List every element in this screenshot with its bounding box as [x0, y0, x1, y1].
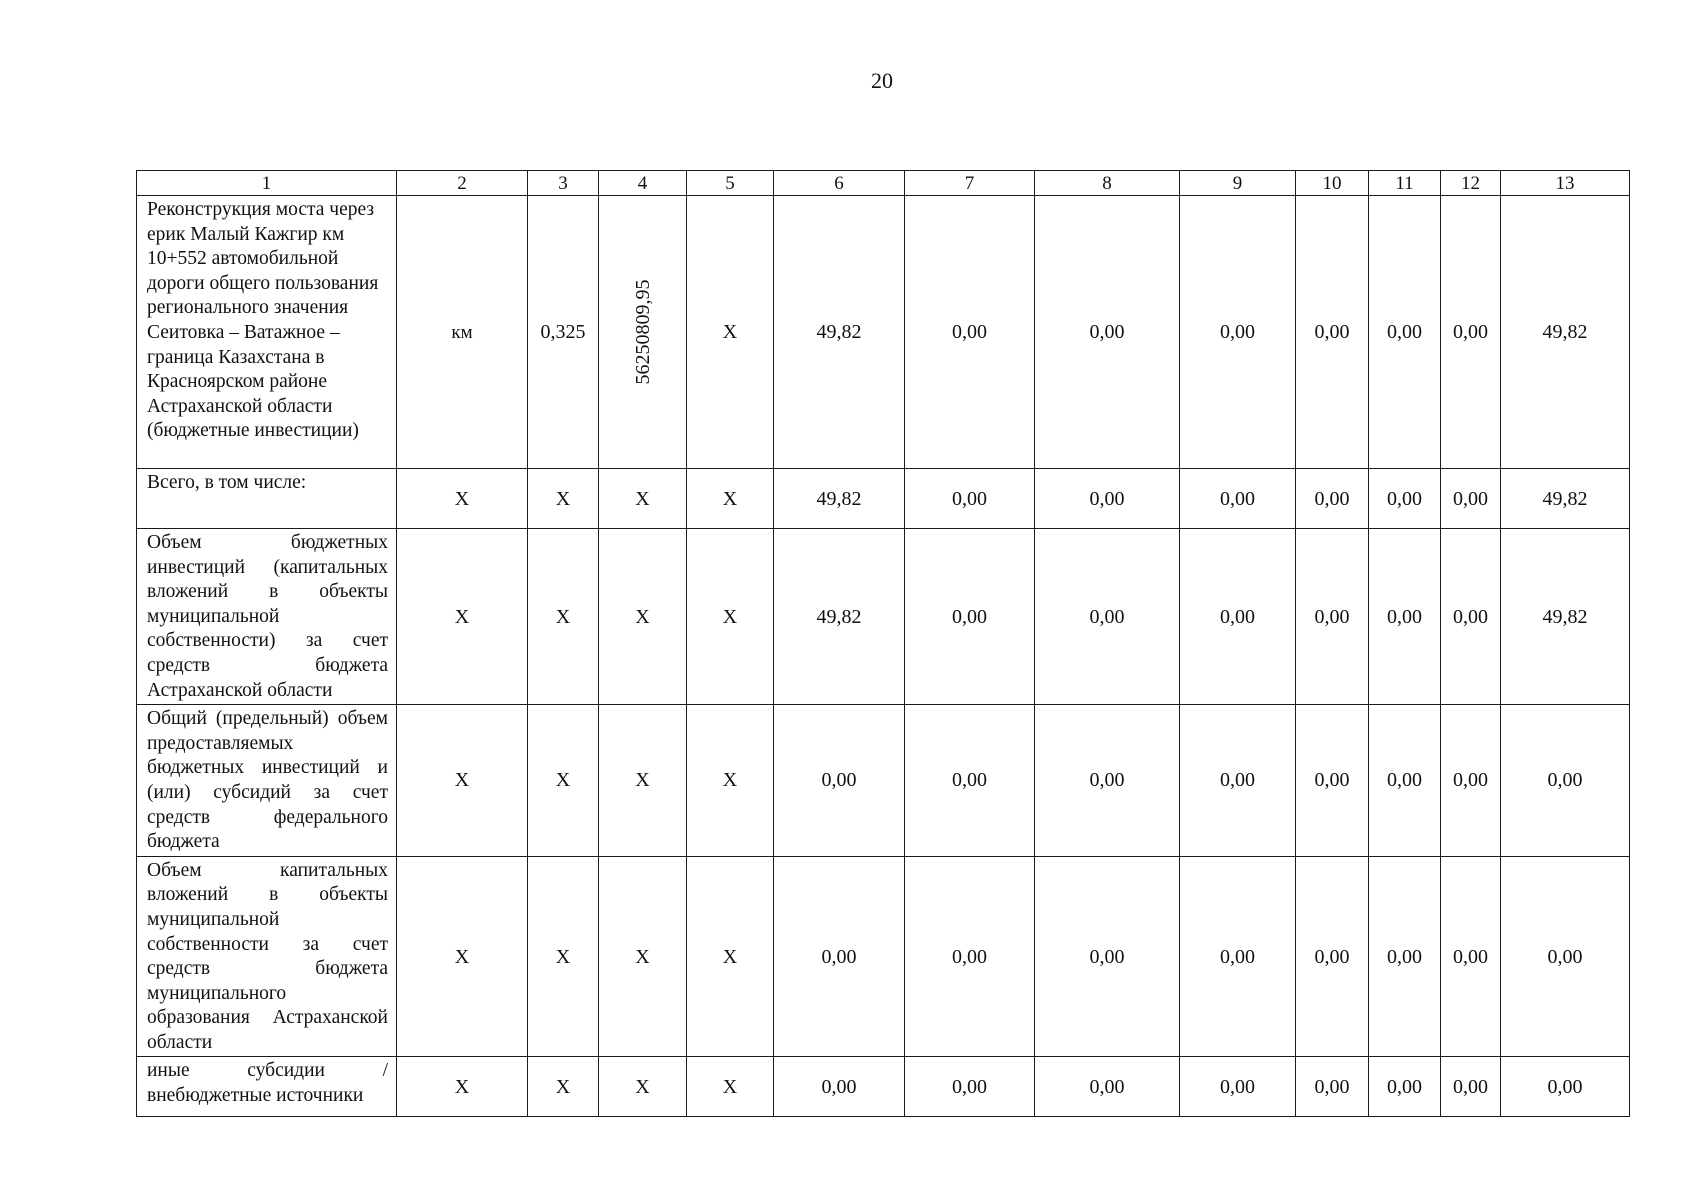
value-cell: 0,00	[1369, 856, 1441, 1057]
value-cell: 0,00	[1296, 856, 1369, 1057]
column-number: 10	[1296, 171, 1369, 196]
row-description: Реконструкция моста через ерик Малый Кажгир км 10+552 автомобильной дороги общего пользования регионального значения Сеитовка – Ватажное – граница Казахстана в Красноярском районе Астраханской области (бюджетные инвестиции)	[137, 196, 397, 469]
table-row	[137, 705, 1630, 857]
cost-value-rotated: 56250809,95	[631, 279, 654, 385]
column-number: 1	[137, 171, 397, 196]
column-number: 5	[687, 171, 774, 196]
value-cell: Х	[687, 469, 774, 529]
value-cell: 0,00	[1296, 1057, 1369, 1117]
value-cell: Х	[687, 1057, 774, 1117]
value-cell: 0,00	[1369, 469, 1441, 529]
value-cell: 49,82	[774, 196, 905, 469]
value-cell: 0,00	[1180, 1057, 1296, 1117]
row-description: Общий (предельный) объем предоставляемых бюджетных инвестиций и (или) субсидий за счет средств федерального бюджета	[137, 705, 397, 857]
value-cell: Х	[397, 469, 528, 529]
value-cell: 0,00	[1180, 196, 1296, 469]
value-cell: 0,00	[905, 856, 1035, 1057]
column-number: 9	[1180, 171, 1296, 196]
value-cell: 0,00	[1296, 529, 1369, 705]
value-cell: Х	[687, 529, 774, 705]
value-cell: Х	[528, 1057, 599, 1117]
value-cell: 0,00	[1035, 705, 1180, 857]
value-cell: 49,82	[1501, 196, 1630, 469]
table-row	[137, 469, 1630, 529]
value-cell: 0,00	[1441, 469, 1501, 529]
value-cell: Х	[528, 529, 599, 705]
value-cell: 0,00	[905, 469, 1035, 529]
value-cell: 0,00	[1180, 856, 1296, 1057]
table-row	[137, 856, 1630, 1057]
table-row	[137, 529, 1630, 705]
row-description: иные субсидии / внебюджетные источники	[137, 1057, 397, 1117]
value-cell: 0,00	[1441, 856, 1501, 1057]
value-cell: Х	[528, 705, 599, 857]
value-cell: Х	[599, 529, 687, 705]
value-cell: 0,00	[1501, 705, 1630, 857]
row-description: Объем бюджетных инвестиций (капитальных вложений в объекты муниципальной собственности) за счет средств бюджета Астраханской области	[137, 529, 397, 705]
row-description: Объем капитальных вложений в объекты муниципальной собственности за счет средств бюджета муниципального образования Астраханской области	[137, 856, 397, 1057]
value-cell: 49,82	[1501, 529, 1630, 705]
value-cell: Х	[528, 856, 599, 1057]
column-number-row	[137, 171, 1630, 196]
value-cell: Х	[599, 856, 687, 1057]
value-cell: 0,00	[1441, 196, 1501, 469]
value-cell: 0,00	[905, 1057, 1035, 1117]
value-cell: 0,00	[905, 196, 1035, 469]
budget-table	[136, 170, 1630, 1117]
value-cell: Х	[397, 529, 528, 705]
value-cell: 0,00	[1035, 196, 1180, 469]
value-cell: 0,00	[1369, 529, 1441, 705]
value-cell: Х	[397, 1057, 528, 1117]
value-cell: 0,00	[1369, 1057, 1441, 1117]
table-row	[137, 196, 1630, 469]
value-cell: Х	[687, 856, 774, 1057]
value-cell: 0,00	[1369, 705, 1441, 857]
value-cell: 0,00	[1035, 469, 1180, 529]
value-cell: Х	[599, 469, 687, 529]
value-cell: 0,00	[1296, 705, 1369, 857]
value-cell: 0,00	[1035, 856, 1180, 1057]
value-cell: 0,00	[1035, 1057, 1180, 1117]
column-number: 6	[774, 171, 905, 196]
value-cell: 0,00	[1180, 469, 1296, 529]
value-cell: 0,00	[1180, 705, 1296, 857]
value-cell: 0,00	[905, 529, 1035, 705]
column-number: 8	[1035, 171, 1180, 196]
value-cell: 49,82	[1501, 469, 1630, 529]
value-cell: 0,00	[774, 705, 905, 857]
value-cell: 0,00	[1501, 1057, 1630, 1117]
cost-cell	[599, 196, 687, 469]
column-number: 4	[599, 171, 687, 196]
row-description: Всего, в том числе:	[137, 469, 397, 529]
value-cell: 0,00	[905, 705, 1035, 857]
value-cell: Х	[687, 196, 774, 469]
column-number: 11	[1369, 171, 1441, 196]
column-number: 3	[528, 171, 599, 196]
value-cell: 0,00	[774, 856, 905, 1057]
value-cell: 0,00	[774, 1057, 905, 1117]
value-cell: 0,00	[1369, 196, 1441, 469]
value-cell: 49,82	[774, 469, 905, 529]
page-number: 20	[871, 68, 893, 93]
table-row	[137, 1057, 1630, 1117]
column-number: 2	[397, 171, 528, 196]
value-cell: 0,00	[1180, 529, 1296, 705]
value-cell: 0,00	[1296, 196, 1369, 469]
value-cell: 0,00	[1441, 705, 1501, 857]
value-cell: 0,00	[1501, 856, 1630, 1057]
value-cell: Х	[397, 705, 528, 857]
column-number: 7	[905, 171, 1035, 196]
value-cell: Х	[687, 705, 774, 857]
column-number: 13	[1501, 171, 1630, 196]
value-cell: 49,82	[774, 529, 905, 705]
value-cell: 0,00	[1296, 469, 1369, 529]
unit-cell: км	[397, 196, 528, 469]
capacity-cell: 0,325	[528, 196, 599, 469]
value-cell: Х	[528, 469, 599, 529]
value-cell: 0,00	[1441, 529, 1501, 705]
value-cell: 0,00	[1441, 1057, 1501, 1117]
value-cell: Х	[397, 856, 528, 1057]
column-number: 12	[1441, 171, 1501, 196]
value-cell: 0,00	[1035, 529, 1180, 705]
value-cell: Х	[599, 705, 687, 857]
value-cell: Х	[599, 1057, 687, 1117]
